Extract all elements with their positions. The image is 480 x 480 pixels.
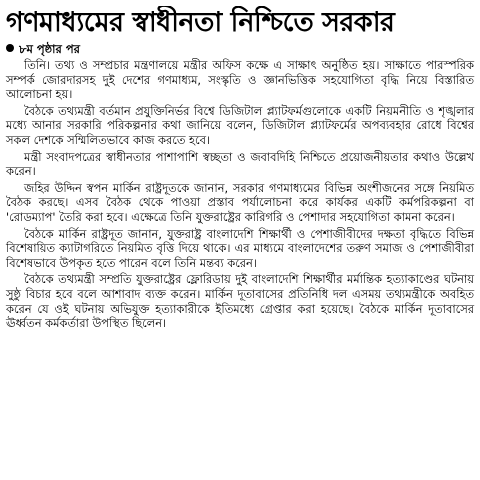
headline: গণমাধ্যমের স্বাধীনতা নিশ্চিতে সরকার <box>6 7 395 38</box>
continuation-text: ৮ম পৃষ্ঠার পর <box>19 42 80 56</box>
paragraph-3: মন্ত্রী সংবাদপত্রের স্বাধীনতার পাশাপাশি স্বচ্ছতা ও জবাবদিহি নিশ্চিতে প্রয়োজনীয়তার কথাও উল্লেখ করেন। <box>6 149 474 179</box>
paragraph-6: বৈঠকে তথ্যমন্ত্রী সম্প্রতি যুক্তরাষ্ট্রের ফ্লোরিডায় দুই বাংলাদেশি শিক্ষার্থীর মর্মান্তিক হত্যাকাণ্ডের ঘটনায় সুষ্ঠু বিচার হবে বলে আশাবাদ ব্যক্ত করেন। মার্কিন দূতাবাসের প্রতিনিধি দল এসময় তথ্যমন্ত্রীকে অবহিত করেন যে ওই ঘটনায় অভিযুক্ত হত্যাকারীকে ইতিমধ্যে গ্রেপ্তার করা হয়েছে। বৈঠকে মার্কিন দূতাবাসের ঊর্ধ্বতন কর্মকর্তারা উপস্থিত ছিলেন। <box>6 272 474 331</box>
bullet-icon <box>6 44 14 52</box>
continuation-line <box>6 42 474 57</box>
paragraph-5: বৈঠকে মার্কিন রাষ্ট্রদূত জানান, যুক্তরাষ্ট্র বাংলাদেশি শিক্ষার্থী ও পেশাজীবীদের দক্ষতা বৃদ্ধিতে বিভিন্ন বিশেষায়িত ক্যাটাগরিতে নিয়মিত বৃত্তি দিয়ে থাকে। এর মাধ্যমে বাংলাদেশের তরুণ সমাজ ও পেশাজীবীরা বিশেষভাবে উপকৃত হতে পারেন বলে তিনি মন্তব্য করেন। <box>6 226 474 270</box>
paragraph-1: তিনি। তথ্য ও সম্প্রচার মন্ত্রণালয়ে মন্ত্রীর অফিস কক্ষে এ সাক্ষাৎ অনুষ্ঠিত হয়। সাক্ষাতে পারস্পরিক সম্পর্ক জোরদারসহ দুই দেশের গণমাধ্যম, সংস্কৃতি ও জ্ঞানভিত্তিক সহযোগিতা বৃদ্ধি নিয়ে বিস্তারিত আলোচনা হয়। <box>6 58 474 102</box>
paragraph-4: জহির উদ্দিন স্বপন মার্কিন রাষ্ট্রদূতকে জানান, সরকার গণমাধ্যমের বিভিন্ন অংশীজনের সঙ্গে নিয়মিত বৈঠক করছে। এসব বৈঠক থেকে পাওয়া প্রস্তাব পর্যালোচনা করে কার্যকর একটি কর্মপরিকল্পনা বা 'রোডম্যাপ' তৈরি করা হবে। এক্ষেত্রে তিনি যুক্তরাষ্ট্রের কারিগরি ও পেশাদার সহযোগিতা কামনা করেন। <box>6 180 474 224</box>
paragraph-2: বৈঠকে তথ্যমন্ত্রী বর্তমান প্রযুক্তিনির্ভর বিশ্বে ডিজিটাল প্ল্যাটফর্মগুলোকে একটি নিয়মনীতি ও শৃঙ্খলার মধ্যে আনার সরকারি পরিকল্পনার কথা জানিয়ে বলেন, ডিজিটাল প্ল্যাটফর্মের অপব্যবহার রোধে বিশ্বের সকল দেশকে সম্মিলিতভাবে কাজ করতে হবে। <box>6 103 474 147</box>
